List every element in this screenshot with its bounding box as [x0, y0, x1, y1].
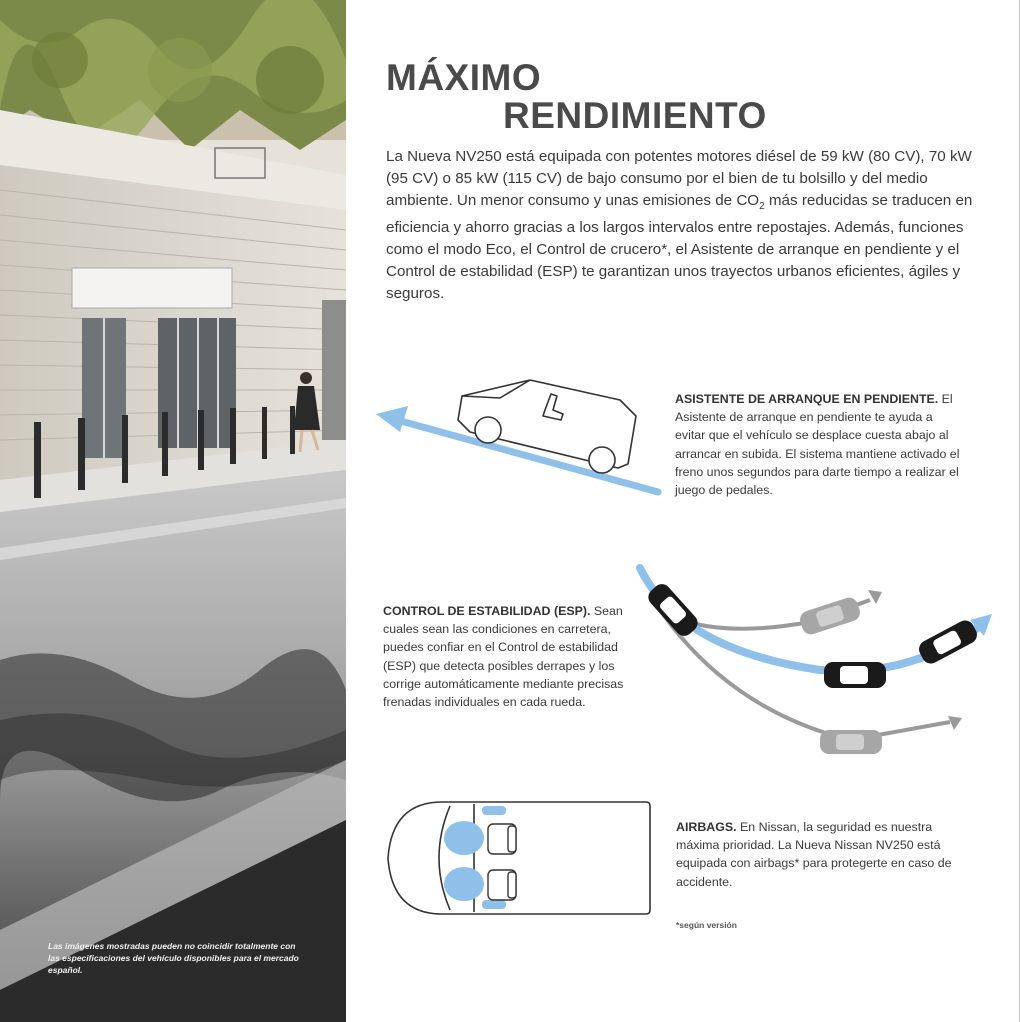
intro-text-part-2: más reducidas se traducen en eficiencia y ahorro gracias a los largos intervalos entre repostajes. Además, funciones como el modo Eco, el Control de crucero*, el Asistente de arranque en pendiente y el Control de estabilidad (ESP) te garantizan unos trayectos urbanos eficientes, ágiles y seguros.	[386, 191, 973, 302]
page-title-line-2: RENDIMIENTO	[503, 95, 767, 136]
esp-body: Sean cuales sean las condiciones en carretera, puedes confiar en el Control de estabilidad (ESP) que detecta posibles derrapes y los corrige automáticamente mediante precisas frenadas individuales en cada rueda.	[383, 604, 624, 710]
intro-text-part-1: La Nueva NV250 está equipada con potentes motores diésel de 59 kW (80 CV), 70 kW (95 CV) o 85 kW (115 CV) de bajo consumo por el bien de tu bolsillo y del medio ambiente. Un menor consumo y unas emisiones de CO	[386, 148, 972, 209]
esp-section	[383, 602, 633, 711]
black-car-center-icon	[824, 662, 886, 688]
grey-car-bottom-icon	[820, 730, 882, 754]
black-car-skid-icon	[645, 580, 702, 639]
airbag-heading: AIRBAGS.	[676, 820, 737, 834]
incline-arrow-head	[376, 406, 408, 432]
photo-caption: Las imágenes mostradas pueden no coincidir totalmente con las especificaciones del vehículo disponibles para el mercado español.	[48, 941, 299, 975]
hill-start-heading: ASISTENTE DE ARRANQUE EN PENDIENTE.	[675, 392, 939, 406]
street-scene-illustration	[0, 0, 346, 1022]
footnote: *según versión	[676, 920, 737, 930]
hill-start-section	[675, 390, 965, 499]
street-photo	[0, 0, 346, 1022]
van-top-view-icon	[388, 802, 650, 914]
hill-start-body: El Asistente de arranque en pendiente te ayuda a evitar que el vehículo se desplace cuesta abajo al arrancar en subida. El sistema mantiene activado el freno unos segundos para darte tiempo a realizar el juego de pedales.	[675, 392, 960, 498]
grey-car-top-icon	[798, 595, 862, 636]
hill-start-illustration	[370, 372, 670, 502]
esp-heading: CONTROL DE ESTABILIDAD (ESP).	[383, 604, 591, 618]
airbag-section	[676, 818, 976, 891]
page-title-line-1: MÁXIMO	[386, 57, 542, 98]
black-car-right-icon	[916, 617, 980, 666]
esp-illustration	[620, 560, 1010, 770]
intro-paragraph	[386, 146, 976, 305]
co2-subscript: 2	[759, 200, 765, 212]
airbag-body: En Nissan, la seguridad es nuestra máxima prioridad. La Nueva Nissan NV250 está equipada con airbags* para protegerte en caso de accidente.	[676, 820, 952, 889]
airbag-illustration	[384, 792, 654, 922]
